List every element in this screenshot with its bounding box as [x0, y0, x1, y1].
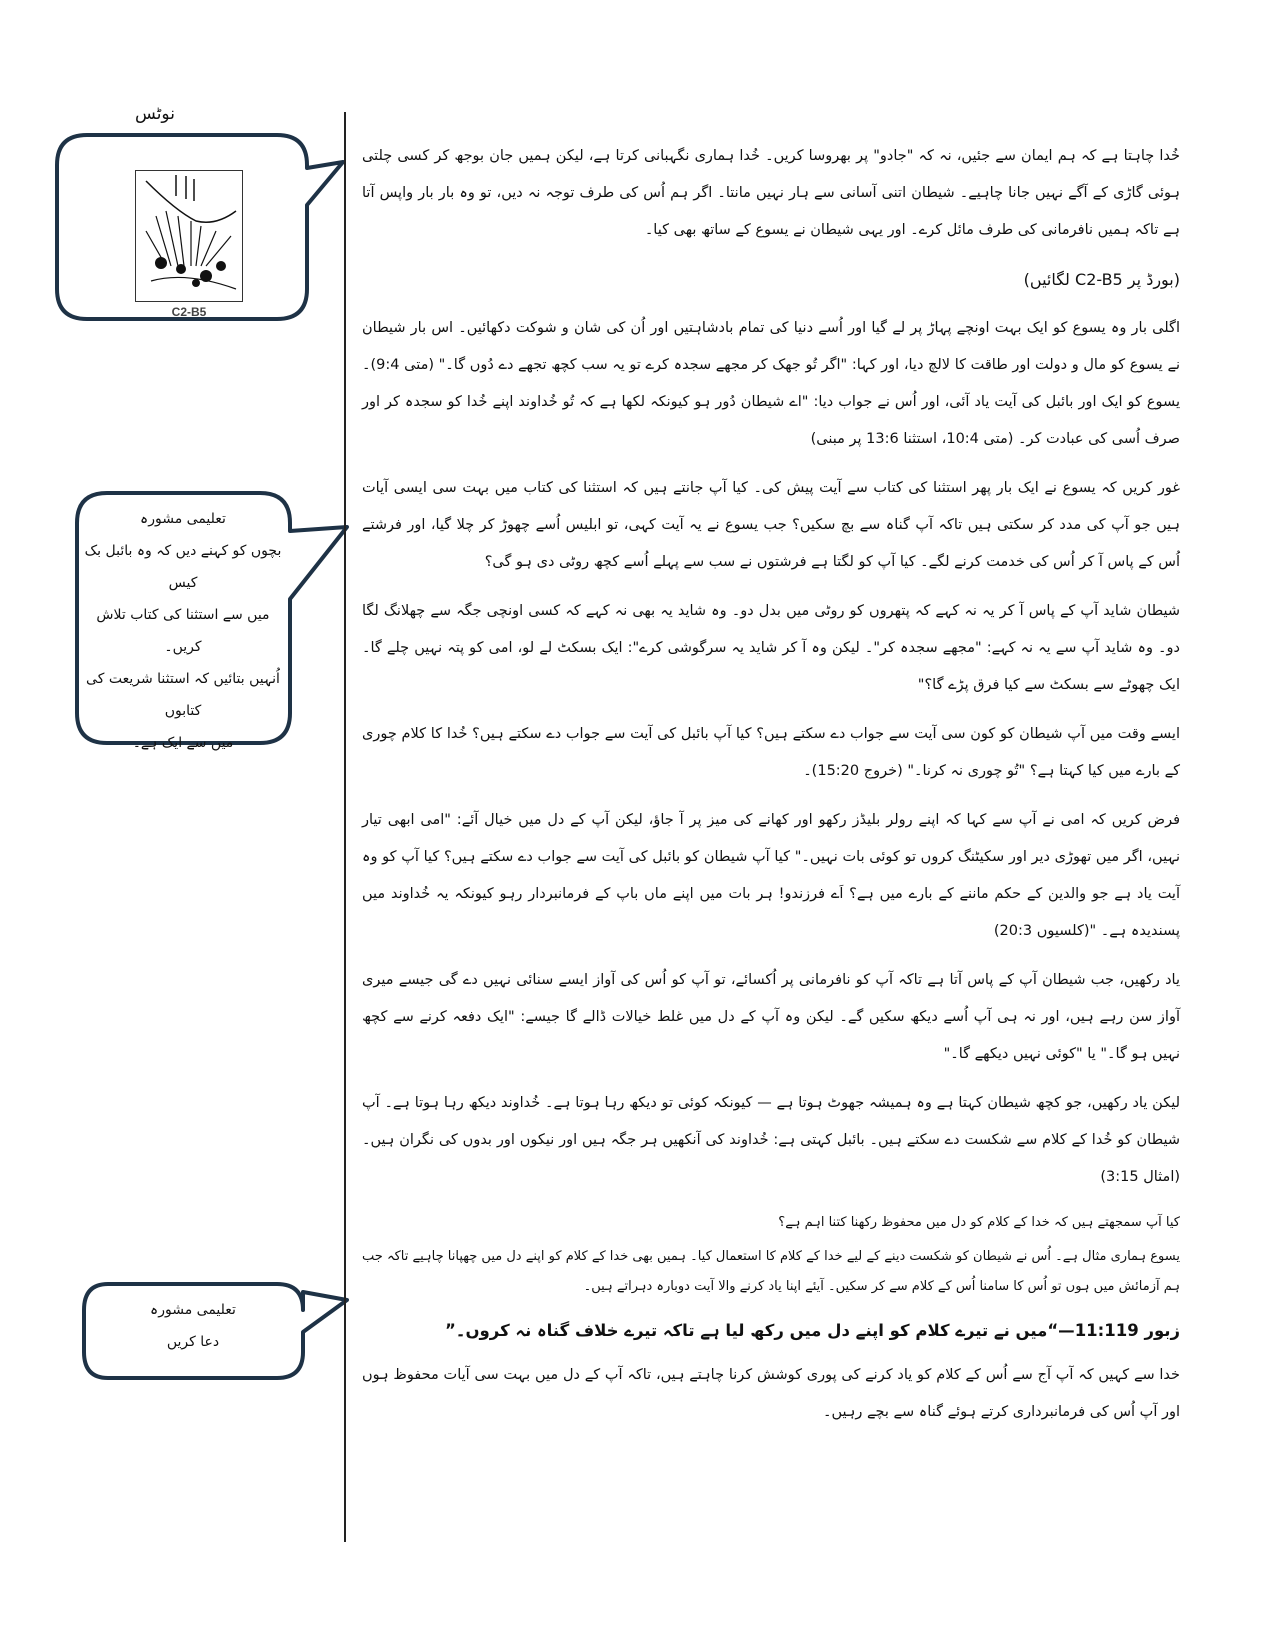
- tip-line: بچوں کو کہنے دیں کہ وہ بائبل بک کیس: [84, 543, 282, 591]
- picture-callout: [55, 133, 345, 323]
- paragraph: اگلی بار وہ یسوع کو ایک بہت اونچے پہاڑ پر لے گیا اور اُسے دنیا کی تمام بادشاہتیں اور اُن کی شان و شوکت دکھائیں۔ اس بار شیطان نے یسوع کو مال و دولت اور طاقت کا لالچ دیا، اور کہا: "اگر تُو جھک کر مجھے سجدہ کرے تو یہ سب کچھ تجھے دے دُوں گا۔" (متی 9:4)۔ یسوع کو ایک اور بائبل کی آیت یاد آئی، اور اُس نے جواب دیا: "اے شیطان دُور ہو کیونکہ لکھا ہے کہ تُو خُداوند اپنے خُدا کو سجدہ کر اور صرف اُسی کی عبادت کر۔ (متی 10:4، استثنا 13:6 پر مبنی): [362, 320, 1180, 447]
- tip-line: اُنہیں بتائیں کہ استثنا شریعت کی کتابوں: [86, 671, 280, 719]
- paragraph: فرض کریں کہ امی نے آپ سے کہا کہ اپنے رولر بلیڈز رکھو اور کھانے کی میز پر آ جاؤ، لیکن آپ کے دل میں خیال آئے: "امی ابھی تیار نہیں، اگر میں تھوڑی دیر اور سکیٹنگ کروں تو کوئی بات نہیں۔" کیا آپ شیطان کو بائبل کی آیت سے جواب دے سکتے ہیں؟ کیا آپ کو وہ آیت یاد ہے جو والدین کے حکم ماننے کے بارے میں ہے؟ اَے فرزندو! ہر بات میں اپنے ماں باپ کے فرمانبردار رہو کیونکہ یہ خُداوند میں پسندیدہ ہے۔ "(کلسیوں 20:3): [362, 812, 1180, 939]
- paragraph: غور کریں کہ یسوع نے ایک بار پھر استثنا کی کتاب سے آیت پیش کی۔ کیا آپ جانتے ہیں کہ استثنا کی کتاب میں بہت سی ایسی آیات ہیں جو آپ کی مدد کر سکتی ہیں تاکہ آپ گناہ سے بچ سکیں؟ جب یسوع نے یہ آیت کہی، تو ابلیس اُسے چھوڑ کر چلا گیا، اور فرشتے اُس کے پاس آ کر اُس کی خدمت کرنے لگے۔ کیا آپ کو لگتا ہے فرشتوں نے سب سے پہلے اُسے کچھ روٹی دی ہو گی؟: [362, 480, 1180, 570]
- paragraph: یاد رکھیں، جب شیطان آپ کے پاس آتا ہے تاکہ آپ کو نافرمانی پر اُکسائے، تو آپ کو اُس کی آواز ایسے سنائی نہیں دے گی جیسے میری آواز سن رہے ہیں، اور نہ ہی آپ اُسے دیکھ سکیں گے۔ لیکن وہ آپ کے دل میں غلط خیالات ڈالے گا جیسے: "ایک دفعہ کرنے سے کچھ نہیں ہو گا۔" یا "کوئی نہیں دیکھے گا۔": [362, 972, 1180, 1062]
- example-paragraph: یسوع ہماری مثال ہے۔ اُس نے شیطان کو شکست دینے کے لیے خدا کے کلام کا استعمال کیا۔ ہمیں بھی خدا کے کلام کو اپنے دل میں چھپانا چاہیے تاکہ جب ہم آزمائش میں ہوں تو اُس کا سامنا اُس کے کلام سے کر سکیں۔ آیئے اپنا یاد کرنے والا آیت دوبارہ دہراتے ہیں۔: [362, 1249, 1180, 1294]
- prayer-tip-callout: [82, 1282, 362, 1382]
- picture-label: C2-B5: [171, 305, 207, 319]
- teaching-tip-callout: [75, 491, 355, 751]
- tip-line: میں سے ایک ہے۔: [132, 735, 234, 751]
- board-instruction: (بورڈ پر C2-B5 لگائیں): [1023, 270, 1180, 289]
- closing-paragraph: خدا سے کہیں کہ آپ آج سے اُس کے کلام کو یاد کرنے کی پوری کوشش کرنا چاہتے ہیں، تاکہ آپ کے دل میں بہت سی آیات محفوظ ہوں اور آپ اُس کی فرمانبرداری کرتے ہوئے گناہ سے بچے رہیں۔: [362, 1367, 1180, 1420]
- tip-line: دعا کریں: [166, 1334, 220, 1350]
- illustration-jesus-temptation: [135, 170, 243, 302]
- paragraph: ایسے وقت میں آپ شیطان کو کون سی آیت سے جواب دے سکتے ہیں؟ کیا آپ بائبل کی آیت سے جواب دے سکتے ہیں؟ خُدا کا کلام چوری کے بارے میں کیا کہتا ہے؟ "تُو چوری نہ کرنا۔" (خروج 15:20)۔: [362, 726, 1180, 779]
- tip-title: تعلیمی مشورہ: [150, 1302, 236, 1318]
- memory-verse: زبور 11:119—“میں نے تیرے کلام کو اپنے دل میں رکھ لیا ہے تاکہ تیرے خلاف گناہ نہ کروں۔”: [444, 1321, 1180, 1340]
- question: کیا آپ سمجھتے ہیں کہ خدا کے کلام کو دل میں محفوظ رکھنا کتنا اہم ہے؟: [778, 1215, 1180, 1230]
- tip-title: تعلیمی مشورہ: [140, 511, 226, 527]
- paragraph: خُدا چاہتا ہے کہ ہم ایمان سے جئیں، نہ کہ "جادو" پر بھروسا کریں۔ خُدا ہماری نگہبانی کرتا ہے، لیکن ہمیں جان بوجھ کر کسی چلتی ہوئی گاڑی کے آگے نہیں جانا چاہیے۔ شیطان اتنی آسانی سے ہار نہیں مانتا۔ اگر ہم اُس کی طرف توجہ نہ دیں، تو وہ بار بار واپس آتا ہے تاکہ ہمیں نافرمانی کی طرف مائل کرے۔ اور یہی شیطان نے یسوع کے ساتھ بھی کیا۔: [362, 148, 1180, 238]
- tip-line: میں سے استثنا کی کتاب تلاش کریں۔: [96, 607, 270, 655]
- lesson-body: [362, 138, 1180, 1443]
- column-divider: [344, 112, 346, 1542]
- notes-heading: نوٹس: [135, 104, 175, 124]
- paragraph: شیطان شاید آپ کے پاس آ کر یہ نہ کہے کہ پتھروں کو روٹی میں بدل دو۔ وہ شاید یہ بھی نہ کہے کہ کسی اونچی جگہ سے چھلانگ لگا دو۔ وہ شاید آپ سے یہ نہ کہے: "مجھے سجدہ کر"۔ لیکن وہ آ کر شاید یہ سرگوشی کرے": ایک بسکٹ لے لو، امی کو پتہ نہیں چلے گا۔ ایک چھوٹے سے بسکٹ سے کیا فرق پڑے گا؟": [362, 603, 1180, 693]
- paragraph: لیکن یاد رکھیں، جو کچھ شیطان کہتا ہے وہ ہمیشہ جھوٹ ہوتا ہے — کیونکہ کوئی تو دیکھ رہا ہوتا ہے۔ خُداوند دیکھ رہا ہوتا ہے۔ آپ شیطان کو خُدا کے کلام سے شکست دے سکتے ہیں۔ بائبل کہتی ہے: خُداوند کی آنکھیں ہر جگہ ہیں اور نیکوں اور بدوں کی نگران ہیں۔ (امثال 3:15): [362, 1095, 1180, 1185]
